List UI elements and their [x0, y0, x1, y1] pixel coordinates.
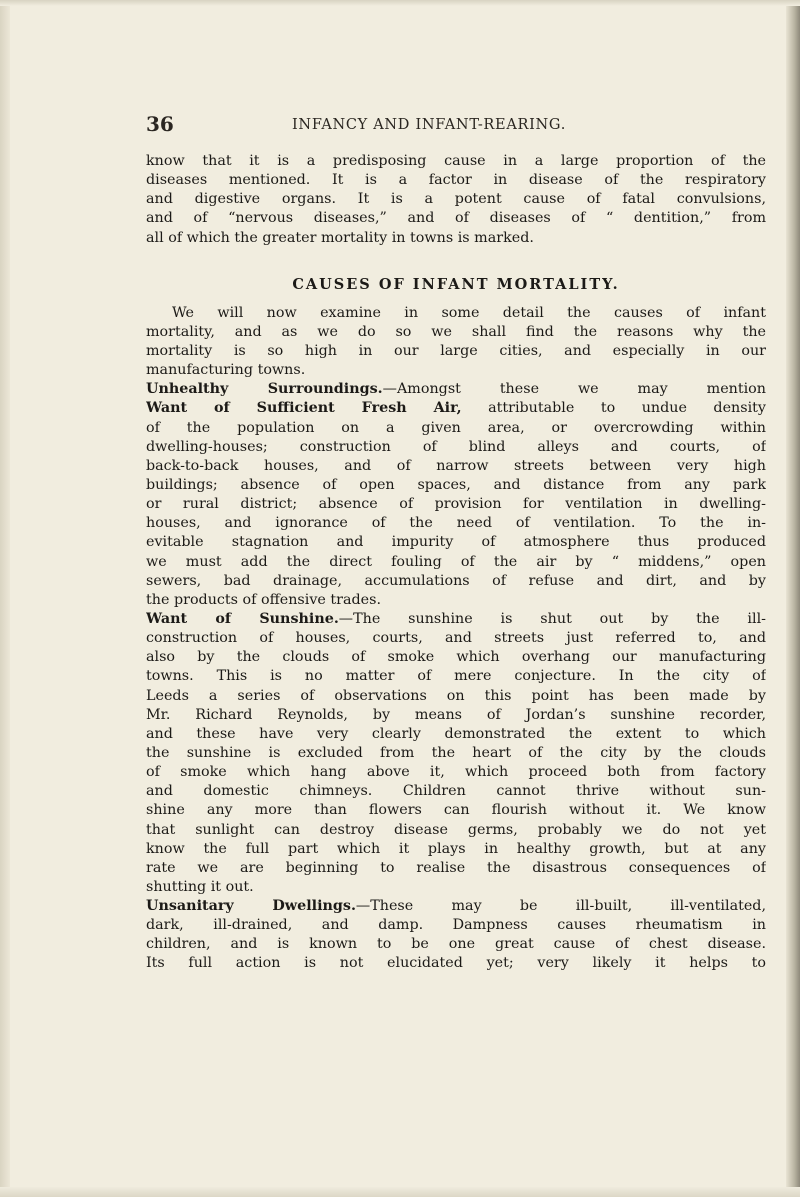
- section-heading: CAUSES OF INFANT MORTALITY.: [292, 275, 620, 293]
- text-line: and domestic chimneys. Children cannot thrive without sun-: [146, 783, 766, 800]
- text-line: buildings; absence of open spaces, and distance from any park: [146, 476, 766, 493]
- page-edge-bottom: [0, 1187, 800, 1197]
- text-run: attributable to undue density: [461, 400, 766, 417]
- text-line: the products of offensive trades.: [146, 591, 382, 608]
- text-run: —Amongst these we may mention: [382, 381, 766, 398]
- text-line: and digestive organs. It is a potent cause of fatal convulsions,: [146, 191, 766, 208]
- text-line: of smoke which hang above it, which proceed both from factory: [146, 764, 766, 781]
- text-line: [146, 610, 766, 629]
- text-line: of the population on a given area, or overcrowding within: [146, 419, 766, 436]
- text-run: —These may be ill-built, ill-ventilated,: [355, 898, 766, 915]
- page-body: [146, 152, 766, 974]
- text-line: [146, 399, 766, 418]
- text-line: rate we are beginning to realise the disastrous consequences of: [146, 859, 766, 876]
- text-line: back-to-back houses, and of narrow streets between very high: [146, 457, 766, 474]
- text-line: shutting it out.: [146, 878, 254, 895]
- text-line: [146, 897, 766, 916]
- text-line: Its full action is not elucidated yet; very likely it helps to: [146, 955, 766, 972]
- text-line: We will now examine in some detail the causes of infant: [172, 304, 766, 321]
- subheading-unhealthy-surroundings: Unhealthy Surroundings.: [146, 381, 383, 398]
- text-line: dark, ill-drained, and damp. Dampness causes rheumatism in: [146, 917, 766, 934]
- subheading-want-of-sunshine: Want of Sunshine.: [146, 610, 339, 627]
- text-line: or rural district; absence of provision for ventilation in dwelling-: [146, 496, 766, 513]
- text-line: houses, and ignorance of the need of ventilation. To the in-: [146, 515, 766, 532]
- text-line: construction of houses, courts, and streets just referred to, and: [146, 630, 766, 647]
- text-line: [146, 380, 766, 399]
- text-line: shine any more than flowers can flourish without it. We know: [146, 802, 766, 819]
- subheading-fresh-air: Want of Sufficient Fresh Air,: [146, 400, 462, 417]
- text-line: that sunlight can destroy disease germs, probably we do not yet: [146, 821, 766, 838]
- page-edge-top: [0, 0, 800, 6]
- text-line: evitable stagnation and impurity of atmosphere thus produced: [146, 534, 766, 551]
- running-head: [146, 112, 766, 138]
- running-title: INFANCY AND INFANT-REARING.: [292, 117, 567, 133]
- text-line: know the full part which it plays in healthy growth, but at any: [146, 840, 766, 857]
- page-edge-left: [0, 0, 10, 1197]
- paragraph-unsanitary-dwellings: [146, 897, 766, 974]
- text-line: children, and is known to be one great cause of chest disease.: [146, 936, 766, 953]
- intro-paragraph: [146, 152, 766, 248]
- text-line: diseases mentioned. It is a factor in disease of the respiratory: [146, 172, 766, 189]
- text-line: manufacturing towns.: [146, 362, 306, 379]
- text-run: —The sunshine is shut out by the ill-: [338, 610, 766, 627]
- text-line: mortality, and as we do so we shall find the reasons why the: [146, 323, 766, 340]
- text-line: all of which the greater mortality in towns is marked.: [146, 229, 534, 246]
- page-edge-right: [786, 0, 800, 1197]
- page-number: 36: [146, 112, 174, 136]
- text-line: we must add the direct fouling of the air by “ middens,” open: [146, 553, 766, 570]
- text-line: and of “nervous diseases,” and of diseases of “ dentition,” from: [146, 210, 766, 227]
- paragraph-unhealthy-surroundings: [146, 380, 766, 610]
- text-line: sewers, bad drainage, accumulations of refuse and dirt, and by: [146, 572, 766, 589]
- paragraph-want-of-sunshine: [146, 610, 766, 897]
- paragraph-intro-causes: [146, 304, 766, 381]
- text-line: dwelling-houses; construction of blind alleys and courts, of: [146, 438, 766, 455]
- text-line: the sunshine is excluded from the heart of the city by the clouds: [146, 744, 766, 761]
- text-line: mortality is so high in our large cities, and especially in our: [146, 342, 766, 359]
- text-line: Leeds a series of observations on this point has been made by: [146, 687, 766, 704]
- text-line: know that it is a predisposing cause in a large proportion of the: [146, 153, 766, 169]
- text-line: also by the clouds of smoke which overhang our manufacturing: [146, 649, 766, 666]
- text-line: and these have very clearly demonstrated the extent to which: [146, 725, 766, 742]
- subheading-unsanitary-dwellings: Unsanitary Dwellings.: [146, 898, 356, 915]
- text-line: towns. This is no matter of mere conjecture. In the city of: [146, 668, 766, 685]
- text-line: Mr. Richard Reynolds, by means of Jordan’s sunshine recorder,: [146, 706, 766, 723]
